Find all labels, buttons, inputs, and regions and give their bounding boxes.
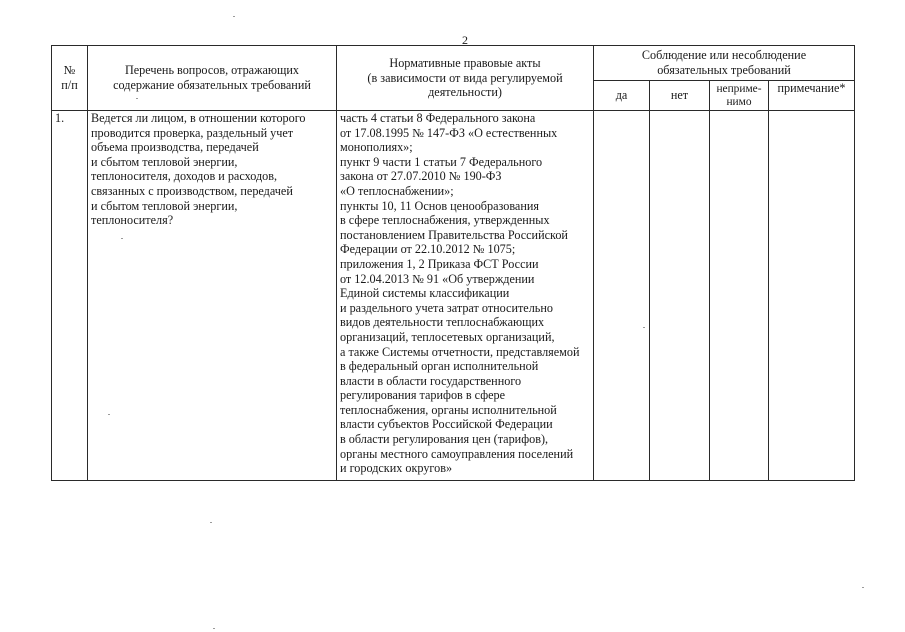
row-not-applicable-cell[interactable] [710, 111, 769, 481]
legal-act-line: от 12.04.2013 № 91 «Об утверждении [340, 271, 535, 286]
scan-speck [108, 414, 110, 415]
row-note-cell[interactable] [769, 111, 855, 481]
header-compliance-line-1: Соблюдение или несоблюдение [641, 48, 807, 63]
legal-act-line: Федерации от 22.10.2012 № 1075; [340, 242, 516, 257]
scan-speck [233, 16, 235, 17]
legal-act-line: организаций, теплосетевых организаций, [340, 329, 555, 344]
legal-act-line: власти субъектов Российской Федерации [340, 417, 553, 432]
legal-act-line: теплоснабжения, органы исполнительной [340, 402, 557, 417]
legal-act-line: Единой системы классификации [340, 286, 510, 301]
question-line: и сбытом тепловой энергии, [91, 154, 238, 169]
question-line: объема производства, передачей [91, 140, 259, 155]
legal-act-line: монополиях»; [340, 140, 413, 155]
header-number-line-2: п/п [61, 78, 78, 92]
row-no-cell[interactable] [650, 111, 710, 481]
scan-speck [210, 522, 212, 523]
header-acts [337, 46, 594, 111]
legal-act-line: от 17.08.1995 № 147-ФЗ «О естественных [340, 125, 558, 140]
legal-act-line: и раздельного учета затрат относительно [340, 300, 553, 315]
legal-act-line: видов деятельности теплоснабжающих [340, 315, 545, 330]
header-no: нет [650, 81, 710, 111]
header-acts-line-2: (в зависимости от вида регулируемой [367, 70, 563, 85]
legal-act-line: «О теплоснабжении»; [340, 183, 454, 198]
question-line: проводится проверка, раздельный учет [91, 125, 294, 140]
scan-speck [121, 238, 123, 239]
legal-act-line: органы местного самоуправления поселений [340, 446, 574, 461]
header-number-line-1: № [63, 63, 76, 78]
legal-act-line: и городских округов» [340, 461, 453, 476]
header-compliance-line-2: обязательных требований [657, 63, 791, 77]
page-number: 2 [462, 33, 468, 47]
row-number: 1. [52, 111, 88, 481]
question-line: связанных с производством, передачей [91, 183, 293, 198]
legal-act-line: в области регулирования цен (тарифов), [340, 432, 549, 447]
question-line: и сбытом тепловой энергии, [91, 198, 238, 213]
question-line: теплоносителя? [91, 213, 174, 228]
legal-act-line: пункт 9 части 1 статьи 7 Федерального [340, 154, 543, 169]
header-acts-line-1: Нормативные правовые акты [389, 56, 541, 71]
row-legal-acts [337, 111, 594, 481]
scan-speck [136, 98, 138, 99]
scan-speck [643, 327, 645, 328]
legal-act-line: закона от 27.07.2010 № 190-ФЗ [340, 169, 502, 184]
header-not-applicable-line-1: неприме- [716, 82, 762, 95]
header-question-line-2: содержание обязательных требований [113, 78, 311, 92]
header-yes: да [594, 81, 650, 111]
header-not-applicable [710, 81, 769, 111]
header-acts-line-3: деятельности) [428, 85, 502, 100]
legal-act-line: власти в области государственного [340, 373, 522, 388]
legal-act-line: пункты 10, 11 Основ ценообразования [340, 198, 539, 213]
scan-speck [213, 628, 215, 629]
scan-speck [862, 587, 864, 588]
legal-act-line: а также Системы отчетности, представляемой [340, 344, 580, 359]
question-line: теплоносителя, доходов и расходов, [91, 169, 278, 184]
header-question [88, 46, 337, 111]
legal-act-line: в федеральный орган исполнительной [340, 359, 539, 374]
legal-act-line: приложения 1, 2 Приказа ФСТ России [340, 256, 539, 271]
legal-act-line: в сфере теплоснабжения, утвержденных [340, 213, 550, 228]
header-not-applicable-line-2: нимо [726, 95, 752, 108]
header-compliance-group [594, 46, 855, 81]
row-yes-cell[interactable] [594, 111, 650, 481]
legal-act-line: часть 4 статьи 8 Федерального закона [340, 111, 536, 125]
question-line: Ведется ли лицом, в отношении которого [91, 111, 306, 125]
table-row [52, 111, 855, 481]
header-note: примечание* [769, 81, 855, 111]
checklist-table [51, 45, 855, 481]
legal-act-line: постановлением Правительства Российской [340, 227, 568, 242]
header-question-line-1: Перечень вопросов, отражающих [124, 63, 300, 78]
row-question [88, 111, 337, 481]
header-number [52, 46, 88, 111]
legal-act-line: регулирования тарифов в сфере [340, 388, 506, 403]
